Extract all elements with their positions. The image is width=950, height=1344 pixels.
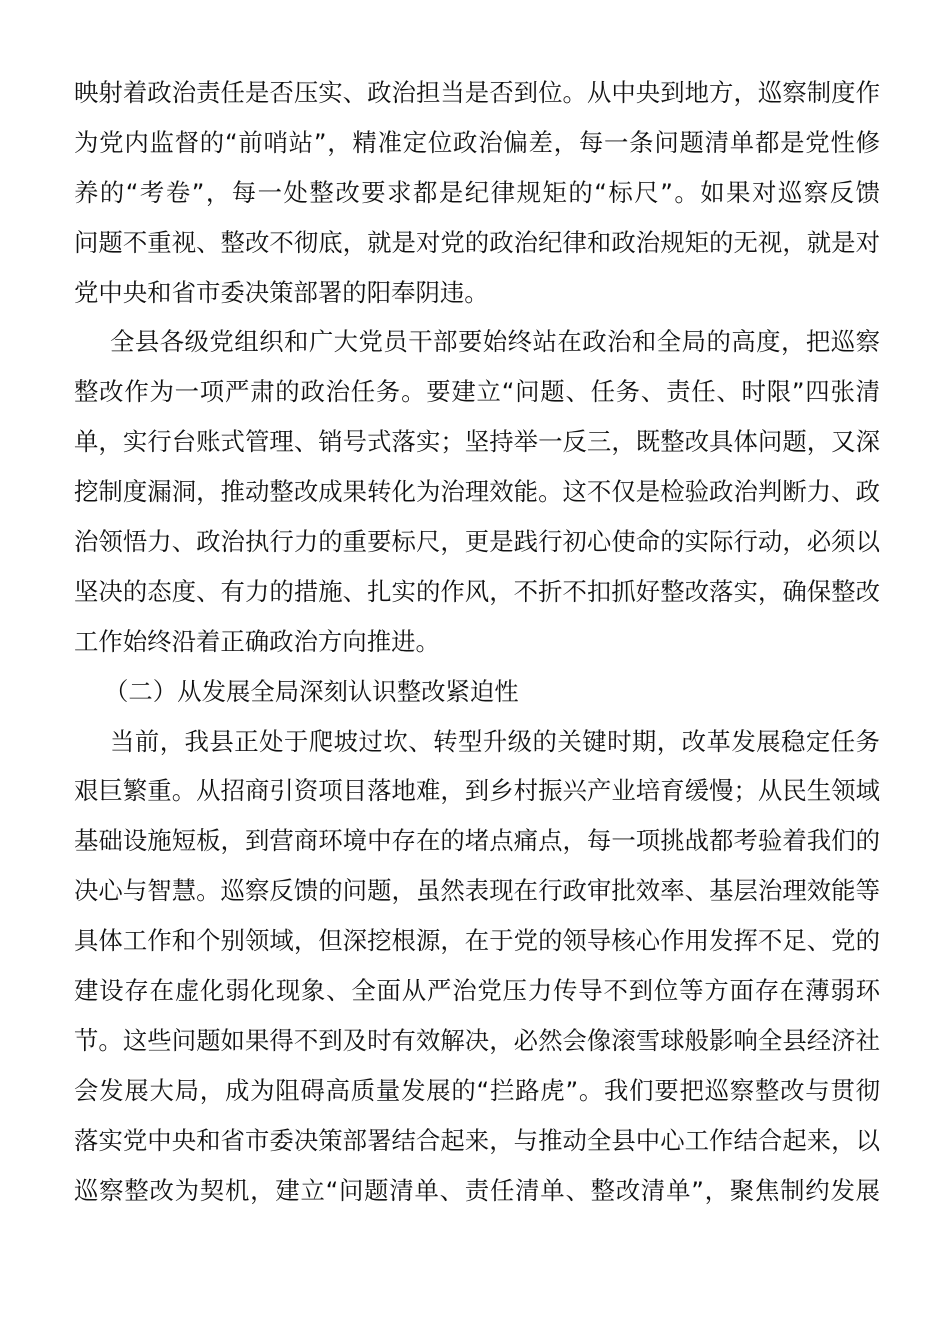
text-line: 决心与智慧。巡察反馈的问题，虽然表现在行政审批效率、基层治理效能等 [74,876,880,906]
text-line: 问题不重视、整改不彻底，就是对党的政治纪律和政治规矩的无视，就是对 [74,227,880,257]
text-line: 节。这些问题如果得不到及时有效解决，必然会像滚雪球般影响全县经济社 [74,1025,880,1055]
text-line: 坚决的态度、有力的措施、扎实的作风，不折不扣抓好整改落实，确保整改 [74,576,880,606]
document-body [74,68,880,1215]
text-line: 党中央和省市委决策部署的阳奉阴违。 [74,277,489,307]
text-line: 单，实行台账式管理、销号式落实；坚持举一反三，既整改具体问题，又深 [74,427,880,457]
text-line: 具体工作和个别领域，但深挖根源，在于党的领导核心作用发挥不足、党的 [74,926,880,956]
text-line: 养的“考卷”，每一处整改要求都是纪律规矩的“标尺”。如果对巡察反馈 [74,177,880,207]
text-line: 映射着政治责任是否压实、政治担当是否到位。从中央到地方，巡察制度作 [74,78,880,107]
text-line: 治领悟力、政治执行力的重要标尺，更是践行初心使命的实际行动，必须以 [74,527,880,557]
text-line: 为党内监督的“前哨站”，精准定位政治偏差，每一条问题清单都是党性修 [74,127,880,157]
text-line: 整改作为一项严肃的政治任务。要建立“问题、任务、责任、时限”四张清 [74,377,880,407]
text-line: 挖制度漏洞，推动整改成果转化为治理效能。这不仅是检验政治判断力、政 [74,477,880,507]
text-line: 当前，我县正处于爬坡过坎、转型升级的关键时期，改革发展稳定任务 [110,726,880,756]
paragraph-development-urgency [74,717,880,1216]
text-line: 落实党中央和省市委决策部署结合起来，与推动全县中心工作结合起来，以 [74,1125,880,1155]
section-heading [74,667,880,717]
paragraph-political-responsibility [74,68,880,317]
section-heading-text: （二）从发展全局深刻认识整改紧迫性 [104,676,519,706]
text-line: 艰巨繁重。从招商引资项目落地难，到乡村振兴产业培育缓慢；从民生领域 [74,776,880,806]
text-line: 工作始终沿着正确政治方向推进。 [74,626,440,656]
paragraph-rectification-task [74,317,880,666]
text-line: 全县各级党组织和广大党员干部要始终站在政治和全局的高度，把巡察 [110,327,880,357]
text-line: 基础设施短板，到营商环境中存在的堵点痛点，每一项挑战都考验着我们的 [74,826,880,856]
text-line: 会发展大局，成为阻碍高质量发展的“拦路虎”。我们要把巡察整改与贯彻 [74,1075,880,1105]
text-line: 建设存在虚化弱化现象、全面从严治党压力传导不到位等方面存在薄弱环 [74,976,880,1006]
text-line: 巡察整改为契机，建立“问题清单、责任清单、整改清单”，聚焦制约发展 [74,1175,880,1205]
